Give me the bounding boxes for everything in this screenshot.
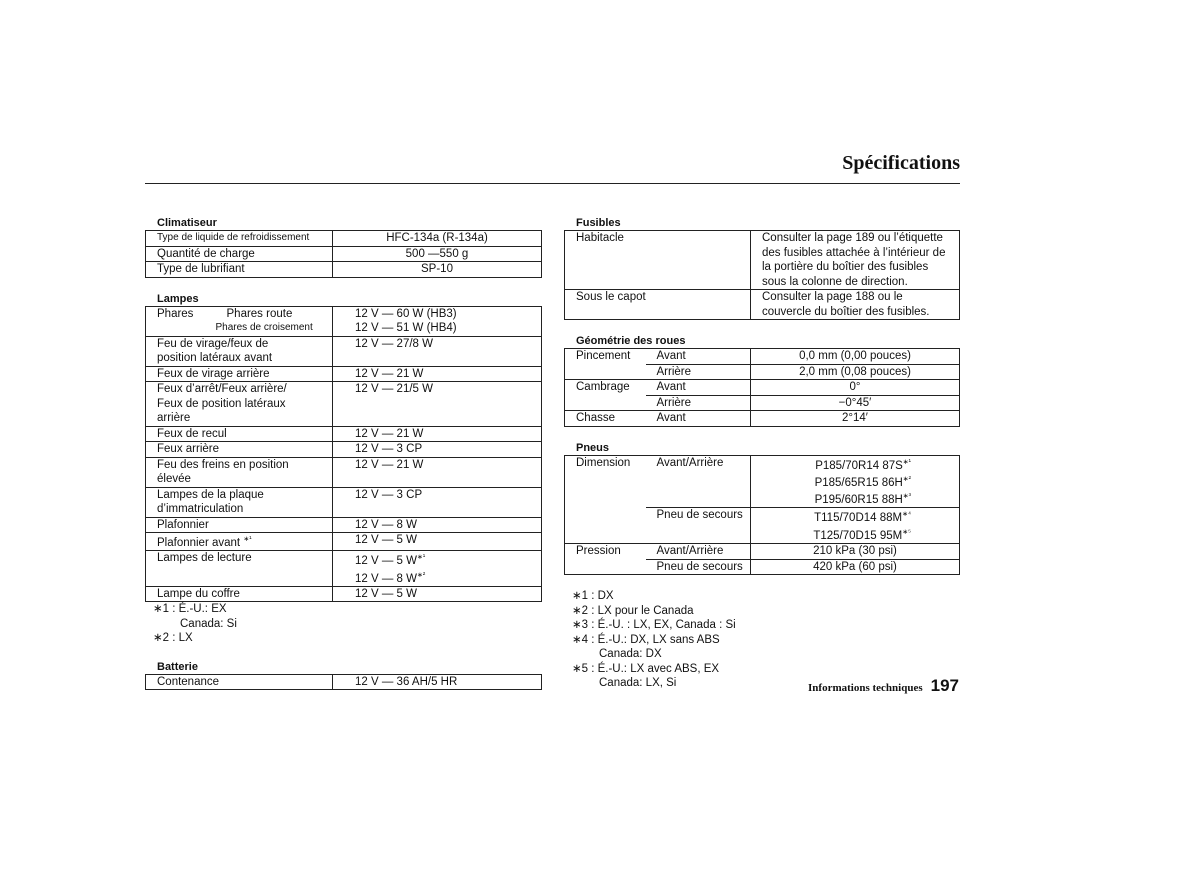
table-cell: Feux de recul	[146, 426, 333, 442]
footnote: ∗5 : É.-U.: LX avec ABS, EX	[572, 662, 720, 675]
table-row	[146, 586, 542, 602]
line: Feu des freins en position	[157, 458, 289, 471]
footnote-mark: ∗¹	[902, 458, 911, 466]
table-row	[146, 533, 542, 551]
table-cell: 12 V — 8 W	[333, 517, 542, 533]
footnote: ∗4 : É.-U.: DX, LX sans ABS	[572, 633, 720, 646]
table-cell: 210 kPa (30 psi)	[751, 544, 960, 560]
table-cell: Avant	[646, 380, 751, 396]
line: sous la colonne de direction.	[762, 275, 908, 288]
table-cell: 12 V — 3 CP	[333, 442, 542, 458]
table-cell: Phares route	[216, 306, 333, 321]
table-cell: Feux arrière	[146, 442, 333, 458]
table-cell: Avant/Arrière	[646, 455, 751, 508]
table-cell	[146, 533, 333, 551]
table-cell: 0°	[751, 380, 960, 396]
lampes-table	[145, 306, 542, 603]
table-cell: 420 kPa (60 psi)	[751, 559, 960, 575]
table-cell: 12 V — 51 W (HB4)	[333, 321, 542, 336]
fusibles-table	[564, 230, 960, 320]
table-cell: Feux de virage arrière	[146, 366, 333, 382]
table-row	[146, 457, 542, 487]
tire-size: T125/70D15 95M	[813, 529, 903, 542]
footnote: ∗1 : DX	[572, 590, 614, 603]
table-row	[146, 674, 542, 690]
left-column	[145, 216, 542, 690]
table-row	[146, 306, 542, 321]
table-row	[146, 517, 542, 533]
table-row	[146, 262, 542, 278]
table-cell: Phares de croisement	[216, 321, 333, 336]
footnote-mark: ∗¹	[243, 536, 252, 543]
table-cell: Lampe du coffre	[146, 586, 333, 602]
table-cell: 12 V — 21 W	[333, 457, 542, 487]
table-cell: 12 V — 36 AH/5 HR	[333, 674, 542, 690]
footnote: ∗2 : LX	[153, 632, 193, 645]
table-row	[565, 411, 960, 427]
table-cell	[751, 231, 960, 290]
table-cell: Pincement	[565, 349, 646, 380]
value: 12 V — 8 W	[355, 572, 417, 585]
label: Plafonnier avant	[157, 536, 241, 549]
batterie-title: Batterie	[157, 660, 198, 673]
footnote-mark: ∗⁴	[902, 511, 911, 519]
footnote: Canada: Si	[180, 617, 237, 630]
table-cell: 12 V — 27/8 W	[333, 336, 542, 366]
line: position latéraux avant	[157, 352, 273, 364]
footnote-mark: ∗²	[902, 475, 911, 483]
line: des fusibles attachée à l’intérieur de	[762, 246, 946, 259]
table-cell: Type de liquide de refroidissement	[146, 231, 333, 247]
table-cell: Dimension	[565, 455, 646, 544]
table-cell: Lampes de lecture	[146, 551, 333, 587]
table-cell: Chasse	[565, 411, 646, 427]
pneus-title: Pneus	[576, 441, 610, 454]
footnote-mark: ∗³	[902, 493, 911, 501]
table-cell: Plafonnier	[146, 517, 333, 533]
table-cell: 2°14′	[751, 411, 960, 427]
table-cell: Cambrage	[565, 380, 646, 411]
table-cell	[146, 336, 333, 366]
table-cell: 12 V — 5 W	[333, 586, 542, 602]
lampes-notes	[145, 602, 542, 646]
pneus-table	[564, 455, 960, 576]
footnote-mark: ∗⁵	[902, 528, 911, 536]
table-cell: 12 V — 21/5 W	[333, 382, 542, 427]
table-cell	[146, 382, 333, 427]
table-cell: 12 V — 21 W	[333, 366, 542, 382]
table-row	[146, 487, 542, 517]
tire-size: T115/70D14 88M	[814, 512, 903, 525]
table-cell: Avant	[646, 349, 751, 365]
table-cell: Contenance	[146, 674, 333, 690]
table-cell: Pression	[565, 544, 646, 575]
table-cell: Arrière	[646, 364, 751, 380]
table-cell: 2,0 mm (0,08 pouces)	[751, 364, 960, 380]
tire-size: P195/60R15 88H	[814, 493, 903, 506]
line: arrière	[157, 412, 191, 424]
lampes-title: Lampes	[157, 292, 199, 305]
tire-size: P185/70R14 87S	[815, 459, 903, 472]
page-footer	[808, 676, 959, 696]
table-row	[146, 426, 542, 442]
geometrie-title: Géométrie des roues	[576, 335, 686, 347]
line: la portière du boîtier des fusibles	[762, 261, 929, 273]
table-row	[565, 231, 960, 290]
table-cell	[333, 551, 542, 587]
footer-label: Informations techniques	[808, 682, 923, 694]
table-cell	[146, 457, 333, 487]
fusibles-title: Fusibles	[576, 217, 621, 229]
table-cell: Sous le capot	[565, 290, 751, 320]
tire-size: P185/65R15 86H	[814, 476, 903, 489]
table-row	[565, 455, 960, 508]
footnote: ∗1 : É.-U.: EX	[153, 603, 227, 616]
table-cell: Type de lubrifiant	[146, 262, 333, 278]
line: Consulter la page 189 ou l’étiquette	[762, 232, 943, 244]
footnote-mark: ∗²	[417, 571, 426, 579]
climatiseur-table	[145, 230, 542, 278]
table-cell: Avant/Arrière	[646, 544, 751, 560]
table-row	[146, 246, 542, 262]
table-cell	[146, 487, 333, 517]
climatiseur-title: Climatiseur	[157, 217, 217, 229]
table-cell: Quantité de charge	[146, 246, 333, 262]
footnote: Canada: LX, Si	[599, 677, 677, 690]
line: Lampes de la plaque	[157, 488, 264, 501]
right-column	[564, 216, 960, 691]
table-cell: 0,0 mm (0,00 pouces)	[751, 349, 960, 365]
line: Consulter la page 188 ou le	[762, 291, 903, 303]
footnote-mark: ∗¹	[417, 554, 426, 562]
footnote: ∗2 : LX pour le Canada	[572, 604, 694, 617]
table-cell: Habitacle	[565, 231, 751, 290]
header-rule	[145, 183, 960, 184]
line: couvercle du boîtier des fusibles.	[762, 305, 930, 318]
table-cell	[751, 455, 960, 508]
table-row	[146, 231, 542, 247]
table-cell: −0°45′	[751, 395, 960, 411]
table-cell: SP-10	[333, 262, 542, 278]
line: Feu de virage/feux de	[157, 337, 269, 350]
table-row	[146, 366, 542, 382]
page-number: 197	[930, 676, 959, 695]
table-cell: Avant	[646, 411, 751, 427]
line: Feux d’arrêt/Feux arrière/	[157, 383, 287, 395]
table-cell: Arrière	[646, 395, 751, 411]
table-row	[565, 349, 960, 365]
table-row	[565, 544, 960, 560]
line: élevée	[157, 473, 191, 485]
geometrie-table	[564, 348, 960, 427]
line: Feux de position latéraux	[157, 397, 286, 410]
table-cell: 12 V — 60 W (HB3)	[333, 306, 542, 321]
table-cell: 12 V — 5 W	[333, 533, 542, 551]
batterie-table	[145, 674, 542, 691]
table-cell: 500 —550 g	[333, 246, 542, 262]
table-row	[146, 442, 542, 458]
value: 12 V — 5 W	[355, 555, 417, 568]
table-row	[146, 551, 542, 587]
table-cell	[751, 508, 960, 544]
table-cell: Pneu de secours	[646, 508, 751, 544]
table-cell: 12 V — 21 W	[333, 426, 542, 442]
table-row	[565, 290, 960, 320]
table-cell: Pneu de secours	[646, 559, 751, 575]
page-title: Spécifications	[842, 152, 960, 174]
table-cell: Phares	[146, 306, 216, 336]
footnote: ∗3 : É.-U. : LX, EX, Canada : Si	[572, 619, 736, 632]
table-cell: HFC-134a (R-134a)	[333, 231, 542, 247]
table-row	[565, 380, 960, 396]
footnote: Canada: DX	[599, 648, 662, 661]
table-cell: 12 V — 3 CP	[333, 487, 542, 517]
table-row	[146, 382, 542, 427]
line: d’immatriculation	[157, 503, 244, 515]
table-cell	[751, 290, 960, 320]
table-row	[146, 336, 542, 366]
